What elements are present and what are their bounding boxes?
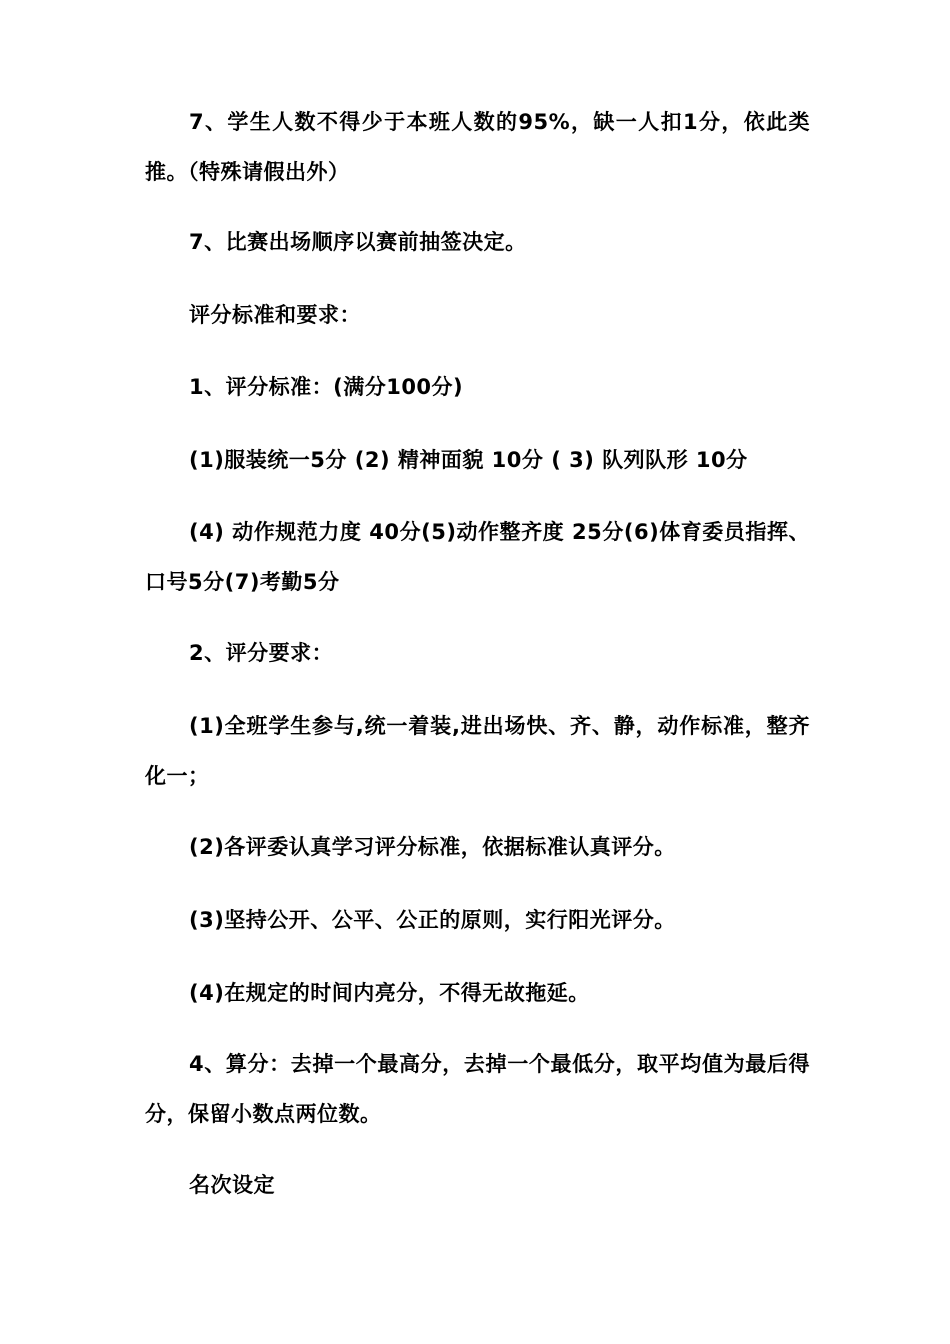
- paragraph-criteria-1-3: (1)服装统一5分 (2) 精神面貌 10分 ( 3) 队列队形 10分: [189, 448, 748, 472]
- paragraph-scoring-heading: 评分标准和要求：: [189, 303, 361, 327]
- paragraph-scoring-standard: 1、评分标准：(满分100分): [189, 375, 464, 399]
- paragraph-calculation: 4、算分：去掉一个最高分，去掉一个最低分，取平均值为最后得分，保留小数点两位数。: [145, 1052, 810, 1126]
- paragraph-requirement-2: (2)各评委认真学习评分标准，依据标准认真评分。: [189, 835, 676, 859]
- paragraph-criteria-4-7: (4) 动作规范力度 40分(5)动作整齐度 25分(6)体育委员指挥、口号5分(7)考勤5分: [145, 520, 810, 594]
- paragraph-requirement-4: (4)在规定的时间内亮分，不得无故拖延。: [189, 981, 590, 1005]
- paragraph-requirement-1: (1)全班学生参与,统一着装,进出场快、齐、静，动作标准，整齐化一；: [145, 714, 810, 788]
- paragraph-requirement-3: (3)坚持公开、公平、公正的原则，实行阳光评分。: [189, 908, 676, 932]
- paragraph-draw-order: 7、比赛出场顺序以赛前抽签决定。: [189, 230, 527, 254]
- paragraph-scoring-requirements: 2、评分要求：: [189, 641, 334, 665]
- paragraph-ranking: 名次设定: [189, 1173, 275, 1197]
- paragraph-attendance-rule: 7、学生人数不得少于本班人数的95%，缺一人扣1分，依此类推。（特殊请假出外）: [145, 110, 810, 184]
